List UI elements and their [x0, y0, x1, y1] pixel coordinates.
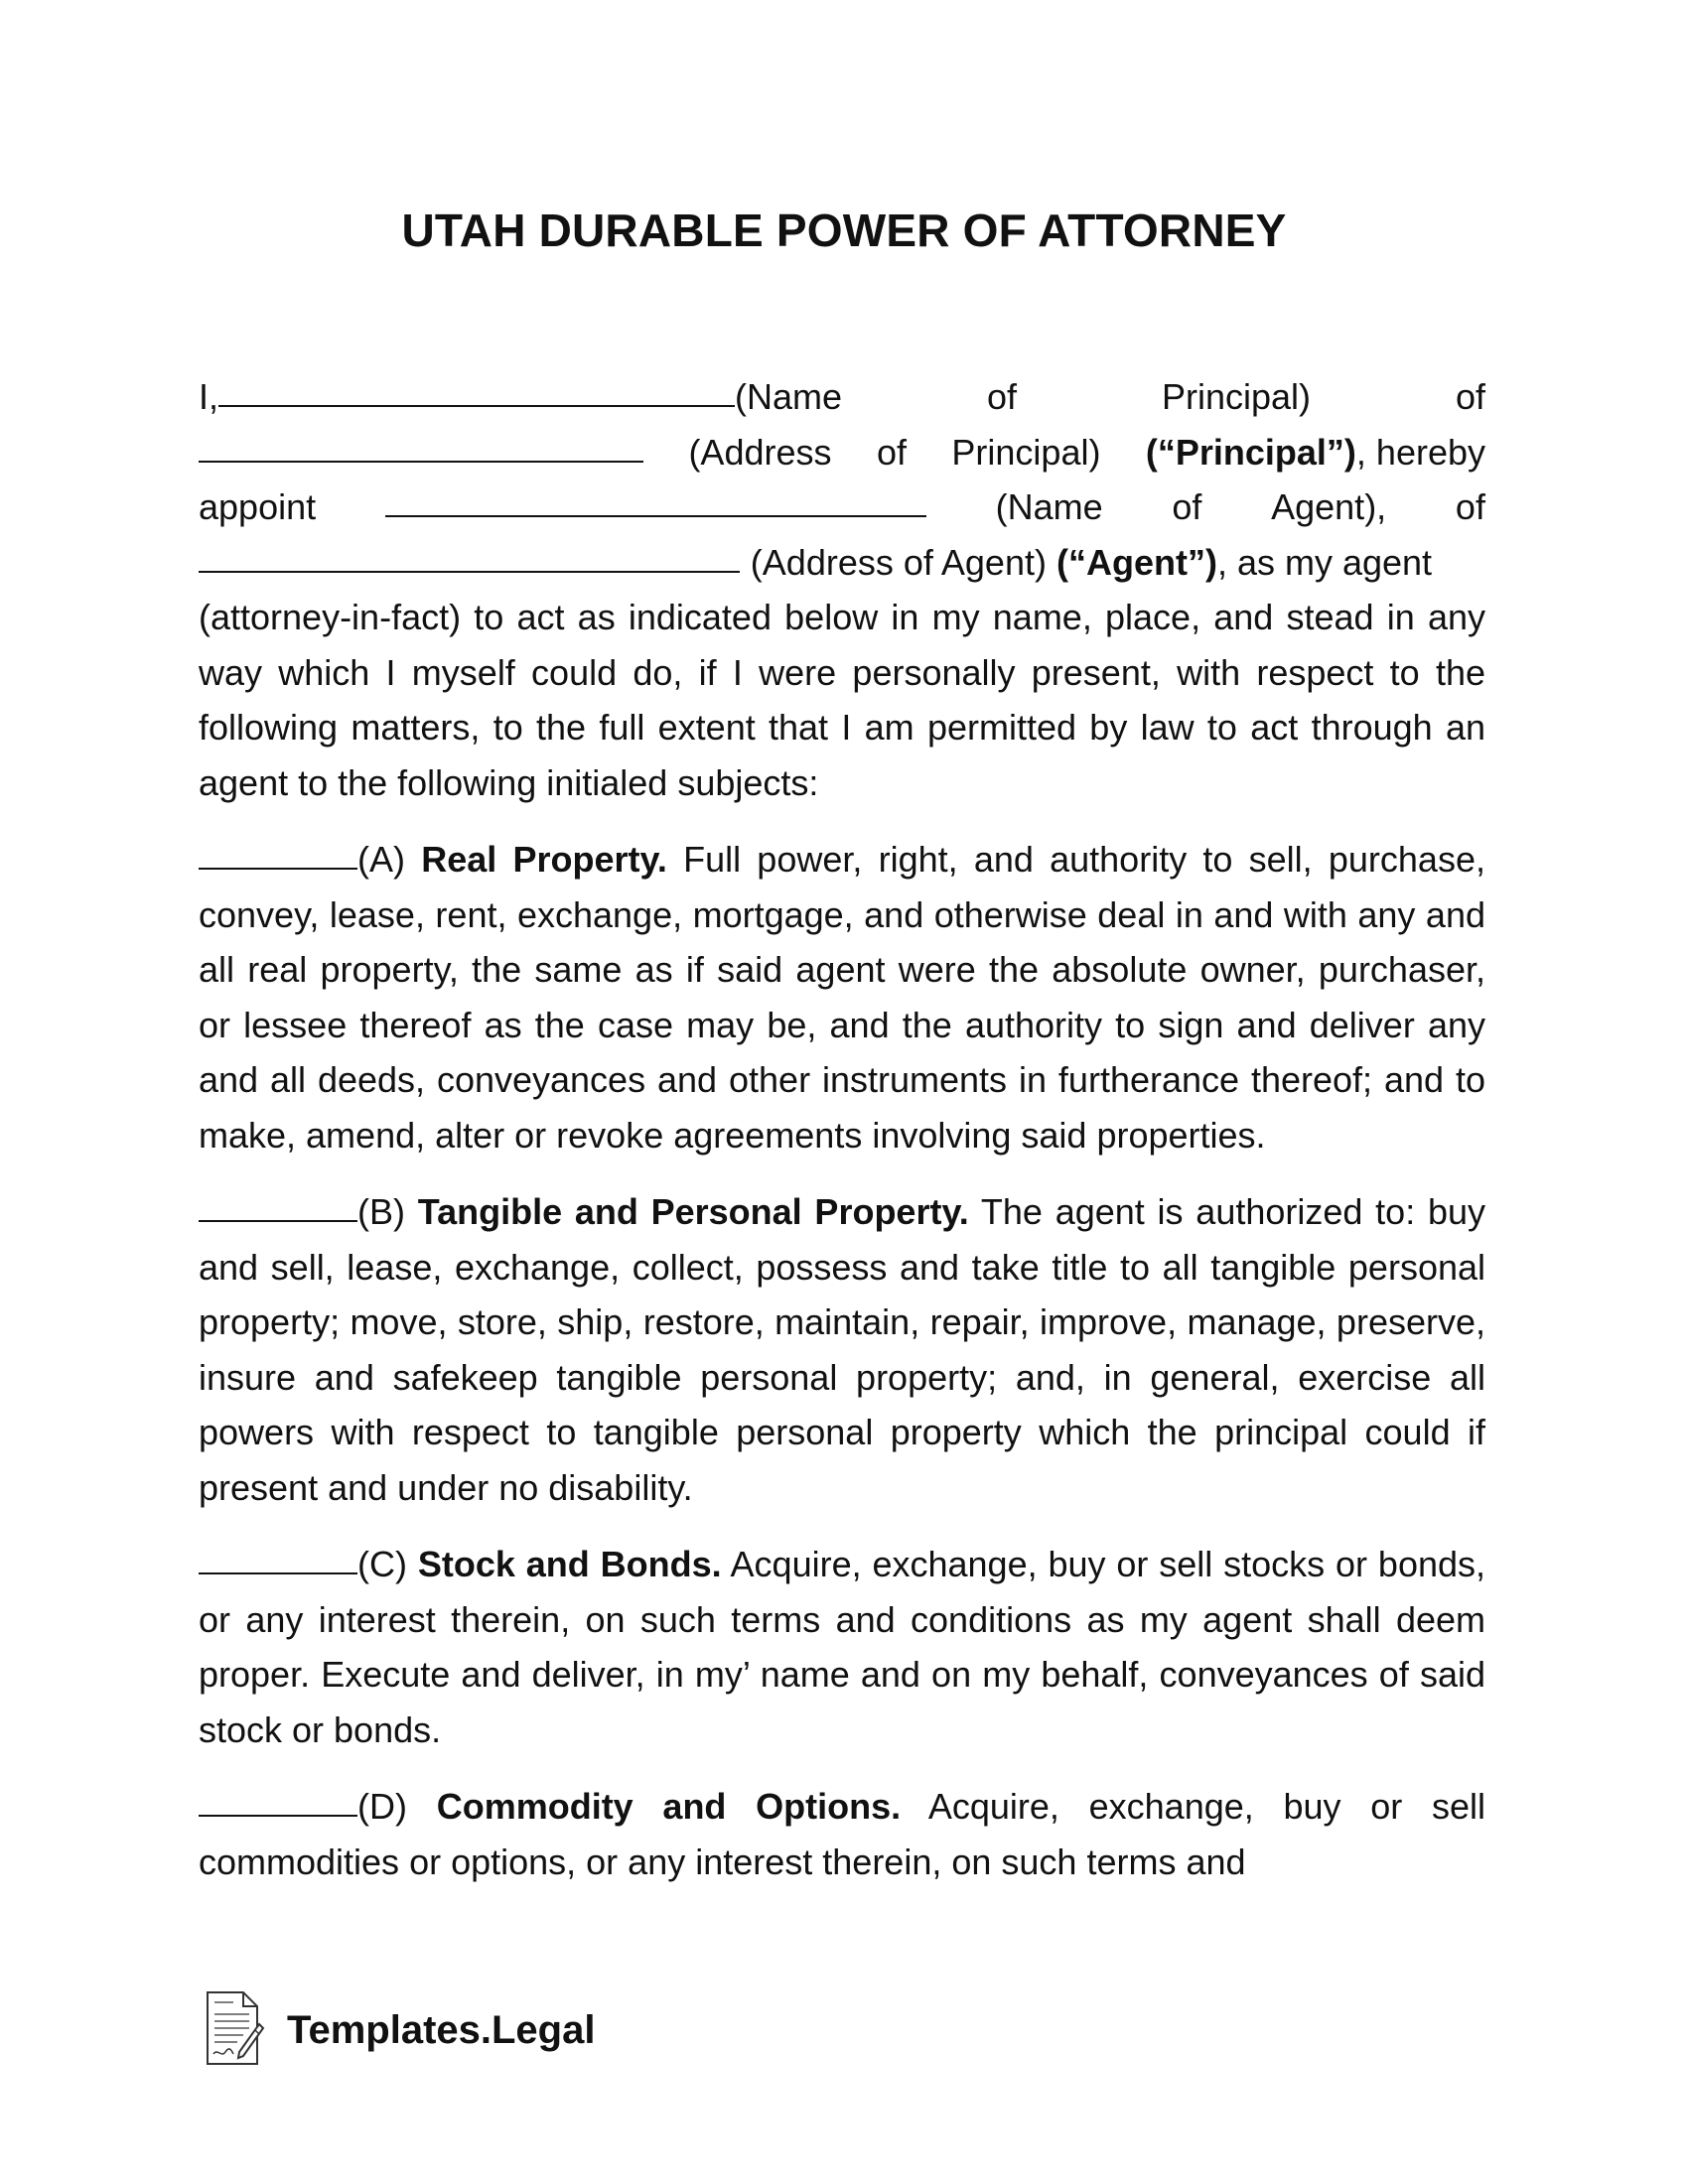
intro-line-2 — [199, 425, 1485, 480]
as-my-agent-text: , as my agent — [1216, 541, 1433, 583]
principal-name-blank[interactable] — [218, 404, 735, 407]
document-body — [199, 369, 1485, 1911]
agent-name-blank[interactable] — [385, 514, 926, 517]
agent-address-label: (Address of Agent) — [750, 541, 1047, 583]
appoint-word: appoint — [199, 486, 317, 527]
of-word: of — [1172, 486, 1202, 527]
principal-word: Principal) — [951, 431, 1101, 473]
of-word: of — [876, 431, 907, 473]
section-text: Acquire, exchange, buy or sell commodities or options, or any interest therein, on such terms and — [199, 1786, 1485, 1882]
intro-i: I, — [199, 376, 219, 417]
intro-line-3 — [199, 479, 1485, 535]
intro-rest-text: (attorney-in-fact) to act as indicated below in my name, place, and stead in any way which I myself could do, if I were personally present, with respect to the following matters, to the full extent that I am permitted by law to act through an agent to the following initialed subjects: — [199, 597, 1485, 803]
footer — [204, 1990, 595, 2070]
section-text: Acquire, exchange, buy or sell stocks or bonds, or any interest therein, on such terms and conditions as my agent shall deem proper. Execute and deliver, in my’ name and on my behalf, conveyances of said stock or bonds. — [199, 1544, 1486, 1750]
section-heading: Commodity and Options. — [436, 1786, 902, 1827]
principal-definition: (“Principal”) — [1145, 431, 1356, 473]
hereby-text: , hereby — [1355, 431, 1485, 473]
of-word: of — [1455, 376, 1485, 417]
intro-paragraph — [199, 369, 1485, 810]
initial-blank-a[interactable] — [199, 867, 357, 870]
initial-blank-b[interactable] — [199, 1219, 357, 1222]
section-letter: (B) — [357, 1191, 405, 1232]
principal-word: Principal) — [1161, 376, 1311, 417]
address-word: (Address — [688, 431, 832, 473]
document-title: UTAH DURABLE POWER OF ATTORNEY — [401, 205, 1287, 256]
agent-word: Agent), — [1271, 486, 1387, 527]
section-letter: (A) — [357, 839, 405, 880]
section-c — [199, 1537, 1485, 1757]
section-a — [199, 832, 1485, 1162]
section-heading: Real Property. — [421, 839, 667, 880]
agent-address-blank[interactable] — [199, 570, 740, 573]
section-b — [199, 1184, 1485, 1515]
intro-line-1 — [199, 369, 1485, 425]
document-pen-icon — [204, 1990, 265, 2071]
of-word: of — [986, 376, 1018, 417]
initial-blank-d[interactable] — [199, 1814, 357, 1817]
section-heading: Stock and Bonds. — [417, 1544, 722, 1584]
name-word: (Name — [995, 486, 1103, 527]
of-word: of — [1455, 486, 1485, 527]
brand-name: Templates.Legal — [287, 2007, 596, 2052]
section-text: Full power, right, and authority to sell, purchase, convey, lease, rent, exchange, mortgage, and otherwise deal in and with any and all real property, the same as if said agent were the absolute owner, purchaser, or lessee thereof as the case may be, and the authority to sign and deliver any and all deeds, conveyances and other instruments in furtherance thereof; and to make, amend, alter or revoke agreements involving said properties. — [199, 839, 1485, 1156]
initial-blank-c[interactable] — [199, 1571, 357, 1574]
section-letter: (C) — [357, 1544, 407, 1584]
intro-line-4 — [199, 535, 1485, 591]
section-d — [199, 1779, 1485, 1889]
name-label: (Name — [735, 376, 843, 417]
section-text: The agent is authorized to: buy and sell, lease, exchange, collect, possess and take title to all tangible personal property; move, store, ship, restore, maintain, repair, improve, manage, preserve, insure and safekeep tangible personal property; and, in general, exercise all powers with respect to tangible personal property which the principal could if present and under no disability. — [199, 1191, 1485, 1508]
section-letter: (D) — [357, 1786, 407, 1827]
agent-definition: (“Agent”) — [1055, 541, 1217, 583]
section-heading: Tangible and Personal Property. — [417, 1191, 969, 1232]
principal-address-blank[interactable] — [199, 460, 643, 463]
